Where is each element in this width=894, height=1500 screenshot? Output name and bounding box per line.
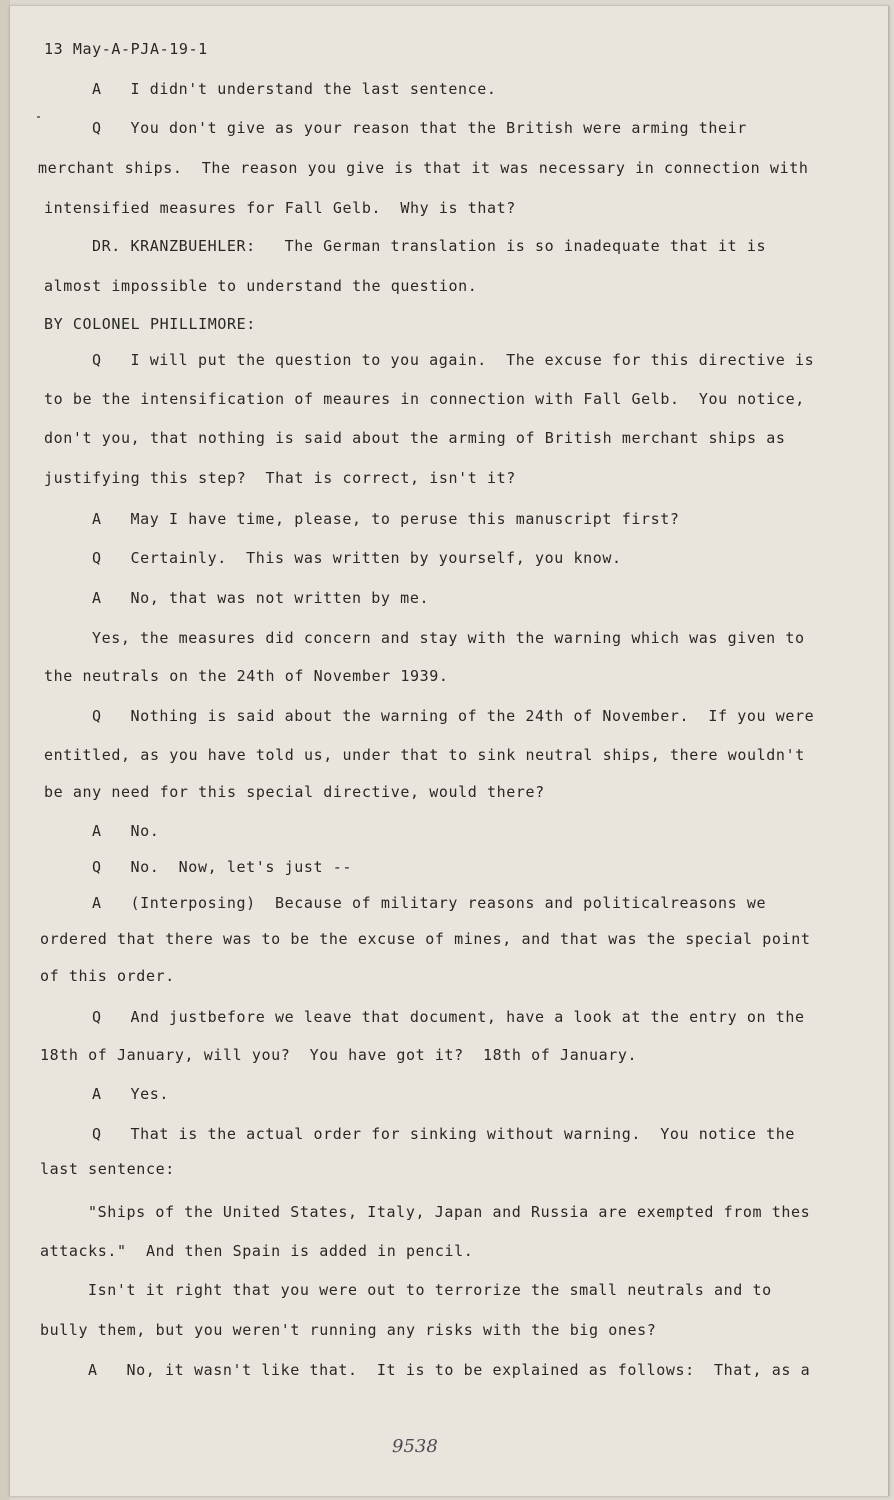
text-line-27: A Yes. (92, 1085, 170, 1103)
text-line-29: last sentence: (40, 1160, 175, 1178)
text-line-22: A (Interposing) Because of military reasons and politicalreasons we (92, 894, 767, 912)
text-line-7: BY COLONEL PHILLIMORE: (44, 315, 256, 333)
text-line-20: A No. (92, 822, 160, 840)
text-line-11: justifying this step? That is correct, isn't it? (44, 469, 516, 487)
text-line-15: Yes, the measures did concern and stay with the warning which was given to (92, 629, 805, 647)
page-number: 9538 (392, 1436, 438, 1457)
text-line-6: almost impossible to understand the question. (44, 277, 478, 295)
text-line-2: Q You don't give as your reason that the British were arming their (92, 119, 747, 137)
text-line-21: Q No. Now, let's just -- (92, 858, 353, 876)
text-line-4: intensified measures for Fall Gelb. Why is that? (44, 199, 516, 217)
text-line-8: Q I will put the question to you again. The excuse for this directive is (92, 351, 815, 369)
text-line-3: merchant ships. The reason you give is that it was necessary in connection with (38, 159, 809, 177)
text-line-33: bully them, but you weren't running any risks with the big ones? (40, 1321, 657, 1339)
text-line-14: A No, that was not written by me. (92, 589, 430, 607)
text-line-23: ordered that there was to be the excuse of mines, and that was the special point (40, 930, 811, 948)
text-line-26: 18th of January, will you? You have got it? 18th of January. (40, 1046, 638, 1064)
text-line-34: A No, it wasn't like that. It is to be explained as follows: That, as a (88, 1361, 811, 1379)
text-line-16: the neutrals on the 24th of November 1939. (44, 667, 449, 685)
text-line-19: be any need for this special directive, would there? (44, 783, 545, 801)
text-line-10: don't you, that nothing is said about the arming of British merchant ships as (44, 429, 786, 447)
text-line-32: Isn't it right that you were out to terrorize the small neutrals and to (88, 1281, 772, 1299)
margin-tick (37, 116, 40, 118)
text-line-12: A May I have time, please, to peruse this manuscript first? (92, 510, 680, 528)
text-line-31: attacks." And then Spain is added in pencil. (40, 1242, 474, 1260)
text-line-1: A I didn't understand the last sentence. (92, 80, 497, 98)
text-line-18: entitled, as you have told us, under that to sink neutral ships, there wouldn't (44, 746, 805, 764)
text-line-9: to be the intensification of meaures in connection with Fall Gelb. You notice, (44, 390, 805, 408)
text-line-5: DR. KRANZBUEHLER: The German translation is so inadequate that it is (92, 237, 767, 255)
text-line-25: Q And justbefore we leave that document, have a look at the entry on the (92, 1008, 805, 1026)
document-header: 13 May-A-PJA-19-1 (44, 40, 208, 58)
text-line-28: Q That is the actual order for sinking without warning. You notice the (92, 1125, 796, 1143)
text-line-30: "Ships of the United States, Italy, Japan and Russia are exempted from thes (88, 1203, 811, 1221)
scan-left-edge (0, 0, 10, 1500)
text-line-13: Q Certainly. This was written by yourself, you know. (92, 549, 622, 567)
text-line-17: Q Nothing is said about the warning of the 24th of November. If you were (92, 707, 815, 725)
text-line-24: of this order. (40, 967, 175, 985)
